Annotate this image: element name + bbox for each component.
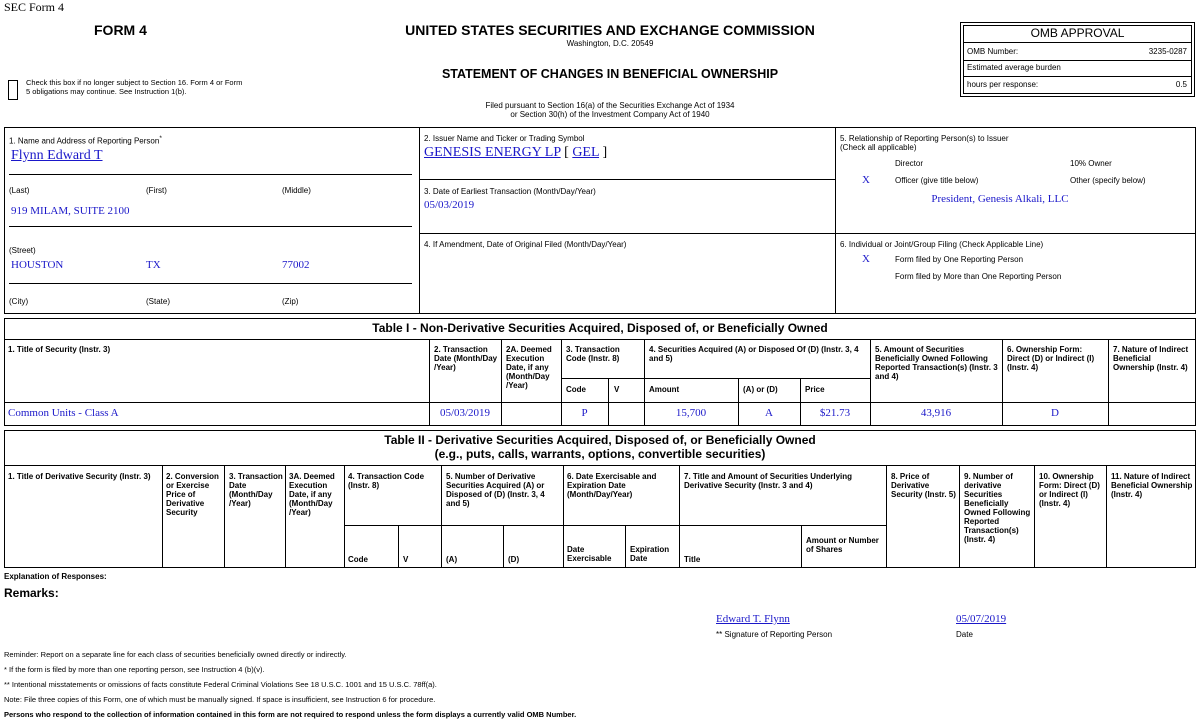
t1-h-aord-sub: (A) or (D) xyxy=(743,385,778,394)
owned-following: 43,916 xyxy=(920,407,952,419)
statement-title: STATEMENT OF CHANGES IN BENEFICIAL OWNERSHIP xyxy=(441,67,779,81)
one-person-mark: X xyxy=(862,253,870,265)
omb-burden-label: Estimated average burden xyxy=(967,63,1061,72)
middle-label: (Middle) xyxy=(282,186,311,195)
t1-h-title: 1. Title of Security (Instr. 3) xyxy=(8,345,111,354)
reporting-person-name[interactable]: Flynn Edward T xyxy=(11,148,103,163)
other-label: Other (specify below) xyxy=(1070,176,1146,185)
acquired-disposed: A xyxy=(765,407,773,419)
t2-h-title: 1. Title of Derivative Security (Instr. 3) xyxy=(8,472,151,481)
box1-label: 1. Name and Address of Reporting Person* xyxy=(9,135,162,146)
zip-value: 77002 xyxy=(282,259,310,271)
omb-hours-label: hours per response: xyxy=(967,80,1039,89)
t1-h-deemed: 2A. Deemed Execution Date, if any (Month/Day /Year) xyxy=(506,345,552,390)
filed-pursuant-1: Filed pursuant to Section 16(a) of the Securities Exchange Act of 1934 xyxy=(485,101,735,110)
note-instruction-4: * If the form is filed by more than one reporting person, see Instruction 4 (b)(v). xyxy=(4,665,265,674)
t2-h-number: 5. Number of Derivative Securities Acquired (A) or Disposed of (D) (Instr. 3, 4 and 5) xyxy=(446,472,545,508)
remarks-label: Remarks: xyxy=(4,586,59,600)
omb-hours-value: 0.5 xyxy=(1175,80,1187,89)
explanation-label: Explanation of Responses: xyxy=(4,572,107,581)
t2-h-deemed: 3A. Deemed Execution Date, if any (Month/Day /Year) xyxy=(289,472,335,517)
t1-h-date: 2. Transaction Date (Month/Day /Year) xyxy=(434,345,498,372)
box3-label: 3. Date of Earliest Transaction (Month/Day/Year) xyxy=(424,187,596,196)
security-title: Common Units - Class A xyxy=(8,407,119,419)
transaction-amount: 15,700 xyxy=(675,407,707,419)
first-label: (First) xyxy=(146,186,167,195)
officer-label: Officer (give title below) xyxy=(895,176,979,185)
t2-h-code: 4. Transaction Code (Instr. 8) xyxy=(348,472,425,490)
transaction-price: $21.73 xyxy=(819,407,851,419)
box5-sub: (Check all applicable) xyxy=(840,143,917,152)
t2-h-nature: 11. Nature of Indirect Beneficial Ownership (Instr. 4) xyxy=(1111,472,1193,499)
more-persons-label: Form filed by More than One Reporting Person xyxy=(895,272,1062,281)
filed-pursuant-2: or Section 30(h) of the Investment Company Act of 1940 xyxy=(510,110,710,119)
form-title: FORM 4 xyxy=(94,22,147,38)
t1-h-price-sub: Price xyxy=(805,385,825,394)
director-label: Director xyxy=(895,159,924,168)
earliest-transaction-date: 05/03/2019 xyxy=(424,199,475,211)
note-copies: Note: File three copies of this Form, one of which must be manually signed. If space is insufficient, see Instruction 6 for procedure. xyxy=(4,695,436,704)
t1-h-owned: 5. Amount of Securities Beneficially Owned Following Reported Transaction(s) (Instr. 3 and 4) xyxy=(875,345,998,381)
issuer-name-link[interactable]: GENESIS ENERGY LP xyxy=(424,145,561,160)
street-label: (Street) xyxy=(9,246,36,255)
t1-h-amount-sub: Amount xyxy=(649,385,680,394)
t2-h-d-sub: (D) xyxy=(508,555,520,564)
omb-number-value: 3235-0287 xyxy=(1148,47,1187,56)
commission-title: UNITED STATES SECURITIES AND EXCHANGE COMMISSION xyxy=(405,22,815,38)
t2-h-underlying: 7. Title and Amount of Securities Underlying Derivative Security (Instr. 3 and 4) xyxy=(684,472,853,490)
ownership-form: D xyxy=(1051,407,1059,419)
box4-label: 4. If Amendment, Date of Original Filed (Month/Day/Year) xyxy=(424,240,627,249)
table2-subtitle: (e.g., puts, calls, warrants, options, convertible securities) xyxy=(434,447,766,461)
table1-title: Table I - Non-Derivative Securities Acquired, Disposed of, or Beneficially Owned xyxy=(372,321,828,335)
transaction-code: P xyxy=(581,407,588,419)
signature-name-link[interactable]: Edward T. Flynn xyxy=(716,613,790,625)
sec-form-label: SEC Form 4 xyxy=(4,0,65,14)
ten-pct-owner-label: 10% Owner xyxy=(1070,159,1112,168)
commission-city: Washington, D.C. 20549 xyxy=(566,39,654,48)
t1-h-nature: 7. Nature of Indirect Beneficial Ownership (Instr. 4) xyxy=(1113,345,1189,372)
section16-checkbox[interactable] xyxy=(8,80,18,100)
box2-label: 2. Issuer Name and Ticker or Trading Symbol xyxy=(424,134,585,143)
t2-h-a-sub: (A) xyxy=(446,555,458,564)
last-label: (Last) xyxy=(9,186,30,195)
t1-h-securities: 4. Securities Acquired (A) or Disposed Of (D) (Instr. 3, 4 and 5) xyxy=(649,345,859,363)
city-label: (City) xyxy=(9,297,29,306)
t1-h-form: 6. Ownership Form: Direct (D) or Indirect (I) (Instr. 4) xyxy=(1007,345,1095,372)
box5-label: 5. Relationship of Reporting Person(s) to Issuer xyxy=(840,134,1009,143)
t2-h-price: 8. Price of Derivative Security (Instr. 5) xyxy=(891,472,956,499)
t1-h-code-sub: Code xyxy=(566,385,586,394)
t2-h-date: 3. Transaction Date (Month/Day /Year) xyxy=(229,472,283,508)
transaction-date: 05/03/2019 xyxy=(439,407,491,419)
table2-title: Table II - Derivative Securities Acquired, Disposed of, or Beneficially Owned xyxy=(384,433,816,447)
t2-h-conversion: 2. Conversion or Exercise Price of Derivative Security xyxy=(166,472,219,517)
note-criminal: ** Intentional misstatements or omissions of facts constitute Federal Criminal Violations See 18 U.S.C. 1001 and 15 U.S.C. 78ff(a). xyxy=(4,680,437,689)
signature-date: 05/07/2019 xyxy=(956,613,1007,625)
box6-label: 6. Individual or Joint/Group Filing (Check Applicable Line) xyxy=(840,240,1044,249)
t1-h-v-sub: V xyxy=(614,385,620,394)
officer-mark: X xyxy=(862,174,870,186)
t2-h-title-sub: Title xyxy=(684,555,701,564)
t2-h-exercisable: 6. Date Exercisable and Expiration Date (Month/Day/Year) xyxy=(567,472,657,499)
officer-title: President, Genesis Alkali, LLC xyxy=(931,193,1069,205)
state-label: (State) xyxy=(146,297,171,306)
t2-h-exercisable-sub: Date Exercisable xyxy=(567,545,612,563)
omb-number-label: OMB Number: xyxy=(967,47,1019,56)
t2-h-form: 10. Ownership Form: Direct (D) or Indirect (I) (Instr. 4) xyxy=(1039,472,1100,508)
ticker-link[interactable]: GEL xyxy=(572,145,600,160)
state-value: TX xyxy=(146,259,161,271)
one-person-label: Form filed by One Reporting Person xyxy=(895,255,1024,264)
t2-h-owned: 9. Number of derivative Securities Beneficially Owned Following Reported Transaction(s) (Instr. 4) xyxy=(964,472,1031,544)
t2-h-v-sub: V xyxy=(403,555,409,564)
city-value: HOUSTON xyxy=(11,259,64,271)
reminder-note: Reminder: Report on a separate line for each class of securities beneficially owned directly or indirectly. xyxy=(4,650,347,659)
issuer-line: GENESIS ENERGY LP [ GEL ] xyxy=(424,145,608,160)
note-omb: Persons who respond to the collection of information contained in this form are not required to respond unless the form displays a currently valid OMB Number. xyxy=(4,710,577,719)
zip-label: (Zip) xyxy=(282,297,299,306)
date-label: Date xyxy=(956,630,973,639)
street-address: 919 MILAM, SUITE 2100 xyxy=(11,205,130,217)
section16-check-text: Check this box if no longer subject to Section 16. Form 4 or Form 5 obligations may continue. See Instruction 1(b). xyxy=(26,78,243,96)
t2-h-expiration-sub: Expiration Date xyxy=(630,545,670,563)
omb-title: OMB APPROVAL xyxy=(1030,26,1125,40)
t2-h-amount-sub: Amount or Number of Shares xyxy=(806,536,879,554)
t1-h-code: 3. Transaction Code (Instr. 8) xyxy=(566,345,620,363)
t2-h-code-sub: Code xyxy=(348,555,368,564)
signature-label: ** Signature of Reporting Person xyxy=(716,630,833,639)
